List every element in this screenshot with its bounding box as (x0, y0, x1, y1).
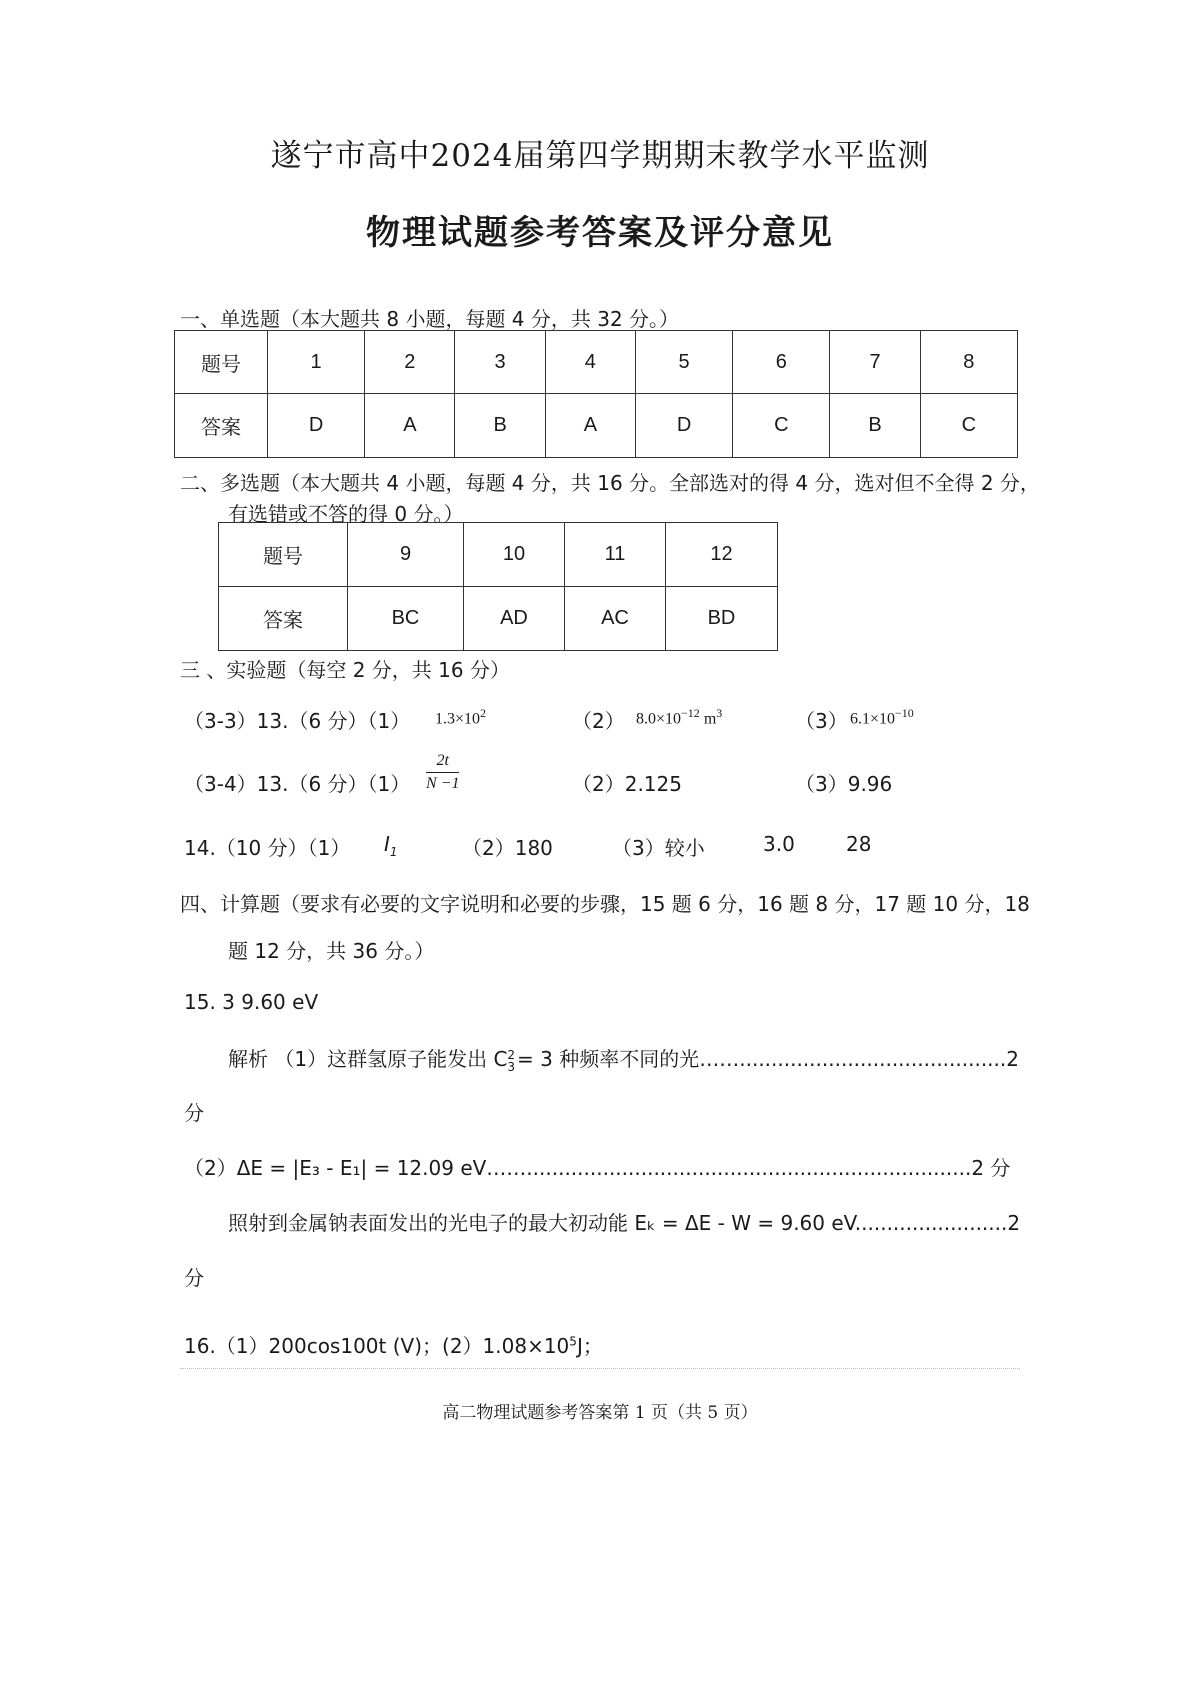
q15-part2: （2）ΔE = |E₃ - E₁| = 12.09 eV……......................................................................2 分 (184, 1156, 1011, 1180)
row-label: 答案 (175, 394, 268, 458)
fraction-denominator: N −1 (426, 775, 460, 792)
answer-cell: AD (464, 587, 565, 651)
q13-34-fraction (426, 752, 459, 793)
table-row-answers (219, 587, 778, 651)
answer-cell: B (830, 394, 920, 458)
answer-cell: A (365, 394, 455, 458)
question-cell: 10 (464, 523, 565, 587)
section2-heading-line1: 二、多选题（本大题共 4 小题，每题 4 分，共 16 分。全部选对的得 4 分，选对但不全得 2 分， (180, 471, 1040, 495)
answer-cell: D (635, 394, 732, 458)
q15-answer: 15. 3 9.60 eV (184, 990, 319, 1014)
table-row-questions (175, 331, 1018, 394)
q13-33-label3: （3） (795, 709, 848, 733)
question-cell: 11 (565, 523, 666, 587)
q15-part3: 照射到金属钠表面发出的光电子的最大初动能 Eₖ = ΔE - W = 9.60 eV........................2 (228, 1211, 1021, 1235)
question-cell: 5 (635, 331, 732, 394)
question-cell: 8 (920, 331, 1017, 394)
question-cell: 9 (348, 523, 464, 587)
question-cell: 6 (733, 331, 830, 394)
q13-34-answer2: （2）2.125 (572, 772, 682, 796)
q14-answer2: （2）180 (462, 836, 553, 860)
section4-heading-line2: 题 12 分，共 36 分。） (228, 939, 435, 963)
answer-cell: BC (348, 587, 464, 651)
section4-heading-line1: 四、计算题（要求有必要的文字说明和必要的步骤，15 题 6 分，16 题 8 分，17 题 10 分，18 (180, 892, 1030, 916)
q14-answer1: $I_1$ (384, 832, 398, 859)
question-cell: 7 (830, 331, 920, 394)
q15-part1: 解析 （1）这群氢原子能发出 C 2 3 = 3 种频率不同的光……..........................................2 (228, 1047, 1019, 1074)
answer-cell: C (920, 394, 1017, 458)
q13-33-label: （3-3）13.（6 分）（1） (184, 709, 411, 733)
q13-34-label: （3-4）13.（6 分）（1） (184, 772, 411, 796)
single-choice-table (174, 330, 1018, 458)
q15-part1-wrap: 分 (184, 1101, 204, 1125)
row-label: 答案 (219, 587, 348, 651)
q14-answer4: 3.0 (763, 832, 795, 856)
q14-label: 14.（10 分）（1） (184, 836, 351, 860)
fraction-numerator: 2t (426, 752, 459, 773)
answer-cell: A (545, 394, 635, 458)
answer-cell: BD (666, 587, 778, 651)
section3-heading: 三 、实验题（每空 2 分，共 16 分） (180, 658, 510, 682)
multi-choice-table (218, 522, 778, 651)
table-row-answers (175, 394, 1018, 458)
q13-33-answer1: $1.3\times 10^2$ (435, 706, 487, 728)
exam-title: 遂宁市高中2024届第四学期期末教学水平监测 (270, 138, 930, 174)
q13-33-label2: （2） (572, 709, 625, 733)
question-cell: 4 (545, 331, 635, 394)
row-label: 题号 (175, 331, 268, 394)
q13-33-answer2: $8.0\times 10^{-12}$ $m^3$ (636, 706, 723, 728)
q13-33-answer3: $6.1\times 10^{-10}$ (850, 706, 914, 728)
row-label: 题号 (219, 523, 348, 587)
q14-answer5: 28 (846, 832, 872, 856)
table-row-questions (219, 523, 778, 587)
q15-part3-wrap: 分 (184, 1266, 204, 1290)
answer-cell: C (733, 394, 830, 458)
section2-heading-line2: 有选错或不答的得 0 分。） (228, 502, 464, 526)
q14-answer3: （3）较小 (612, 836, 705, 860)
answer-cell: D (268, 394, 365, 458)
q13-34-answer3: （3）9.96 (795, 772, 893, 796)
answer-key-title: 物理试题参考答案及评分意见 (366, 213, 834, 253)
answer-cell: AC (565, 587, 666, 651)
page-footer: 高二物理试题参考答案第 1 页（共 5 页） (442, 1403, 758, 1423)
question-cell: 1 (268, 331, 365, 394)
section1-heading: 一、单选题（本大题共 8 小题，每题 4 分，共 32 分。） (180, 307, 680, 331)
divider (180, 1368, 1020, 1369)
question-cell: 12 (666, 523, 778, 587)
q16-answer: 16.（1）200cos100t (V)；$(2)1.08\times 10^5J$； (184, 1334, 603, 1358)
question-cell: 2 (365, 331, 455, 394)
answer-cell: B (455, 394, 545, 458)
question-cell: 3 (455, 331, 545, 394)
